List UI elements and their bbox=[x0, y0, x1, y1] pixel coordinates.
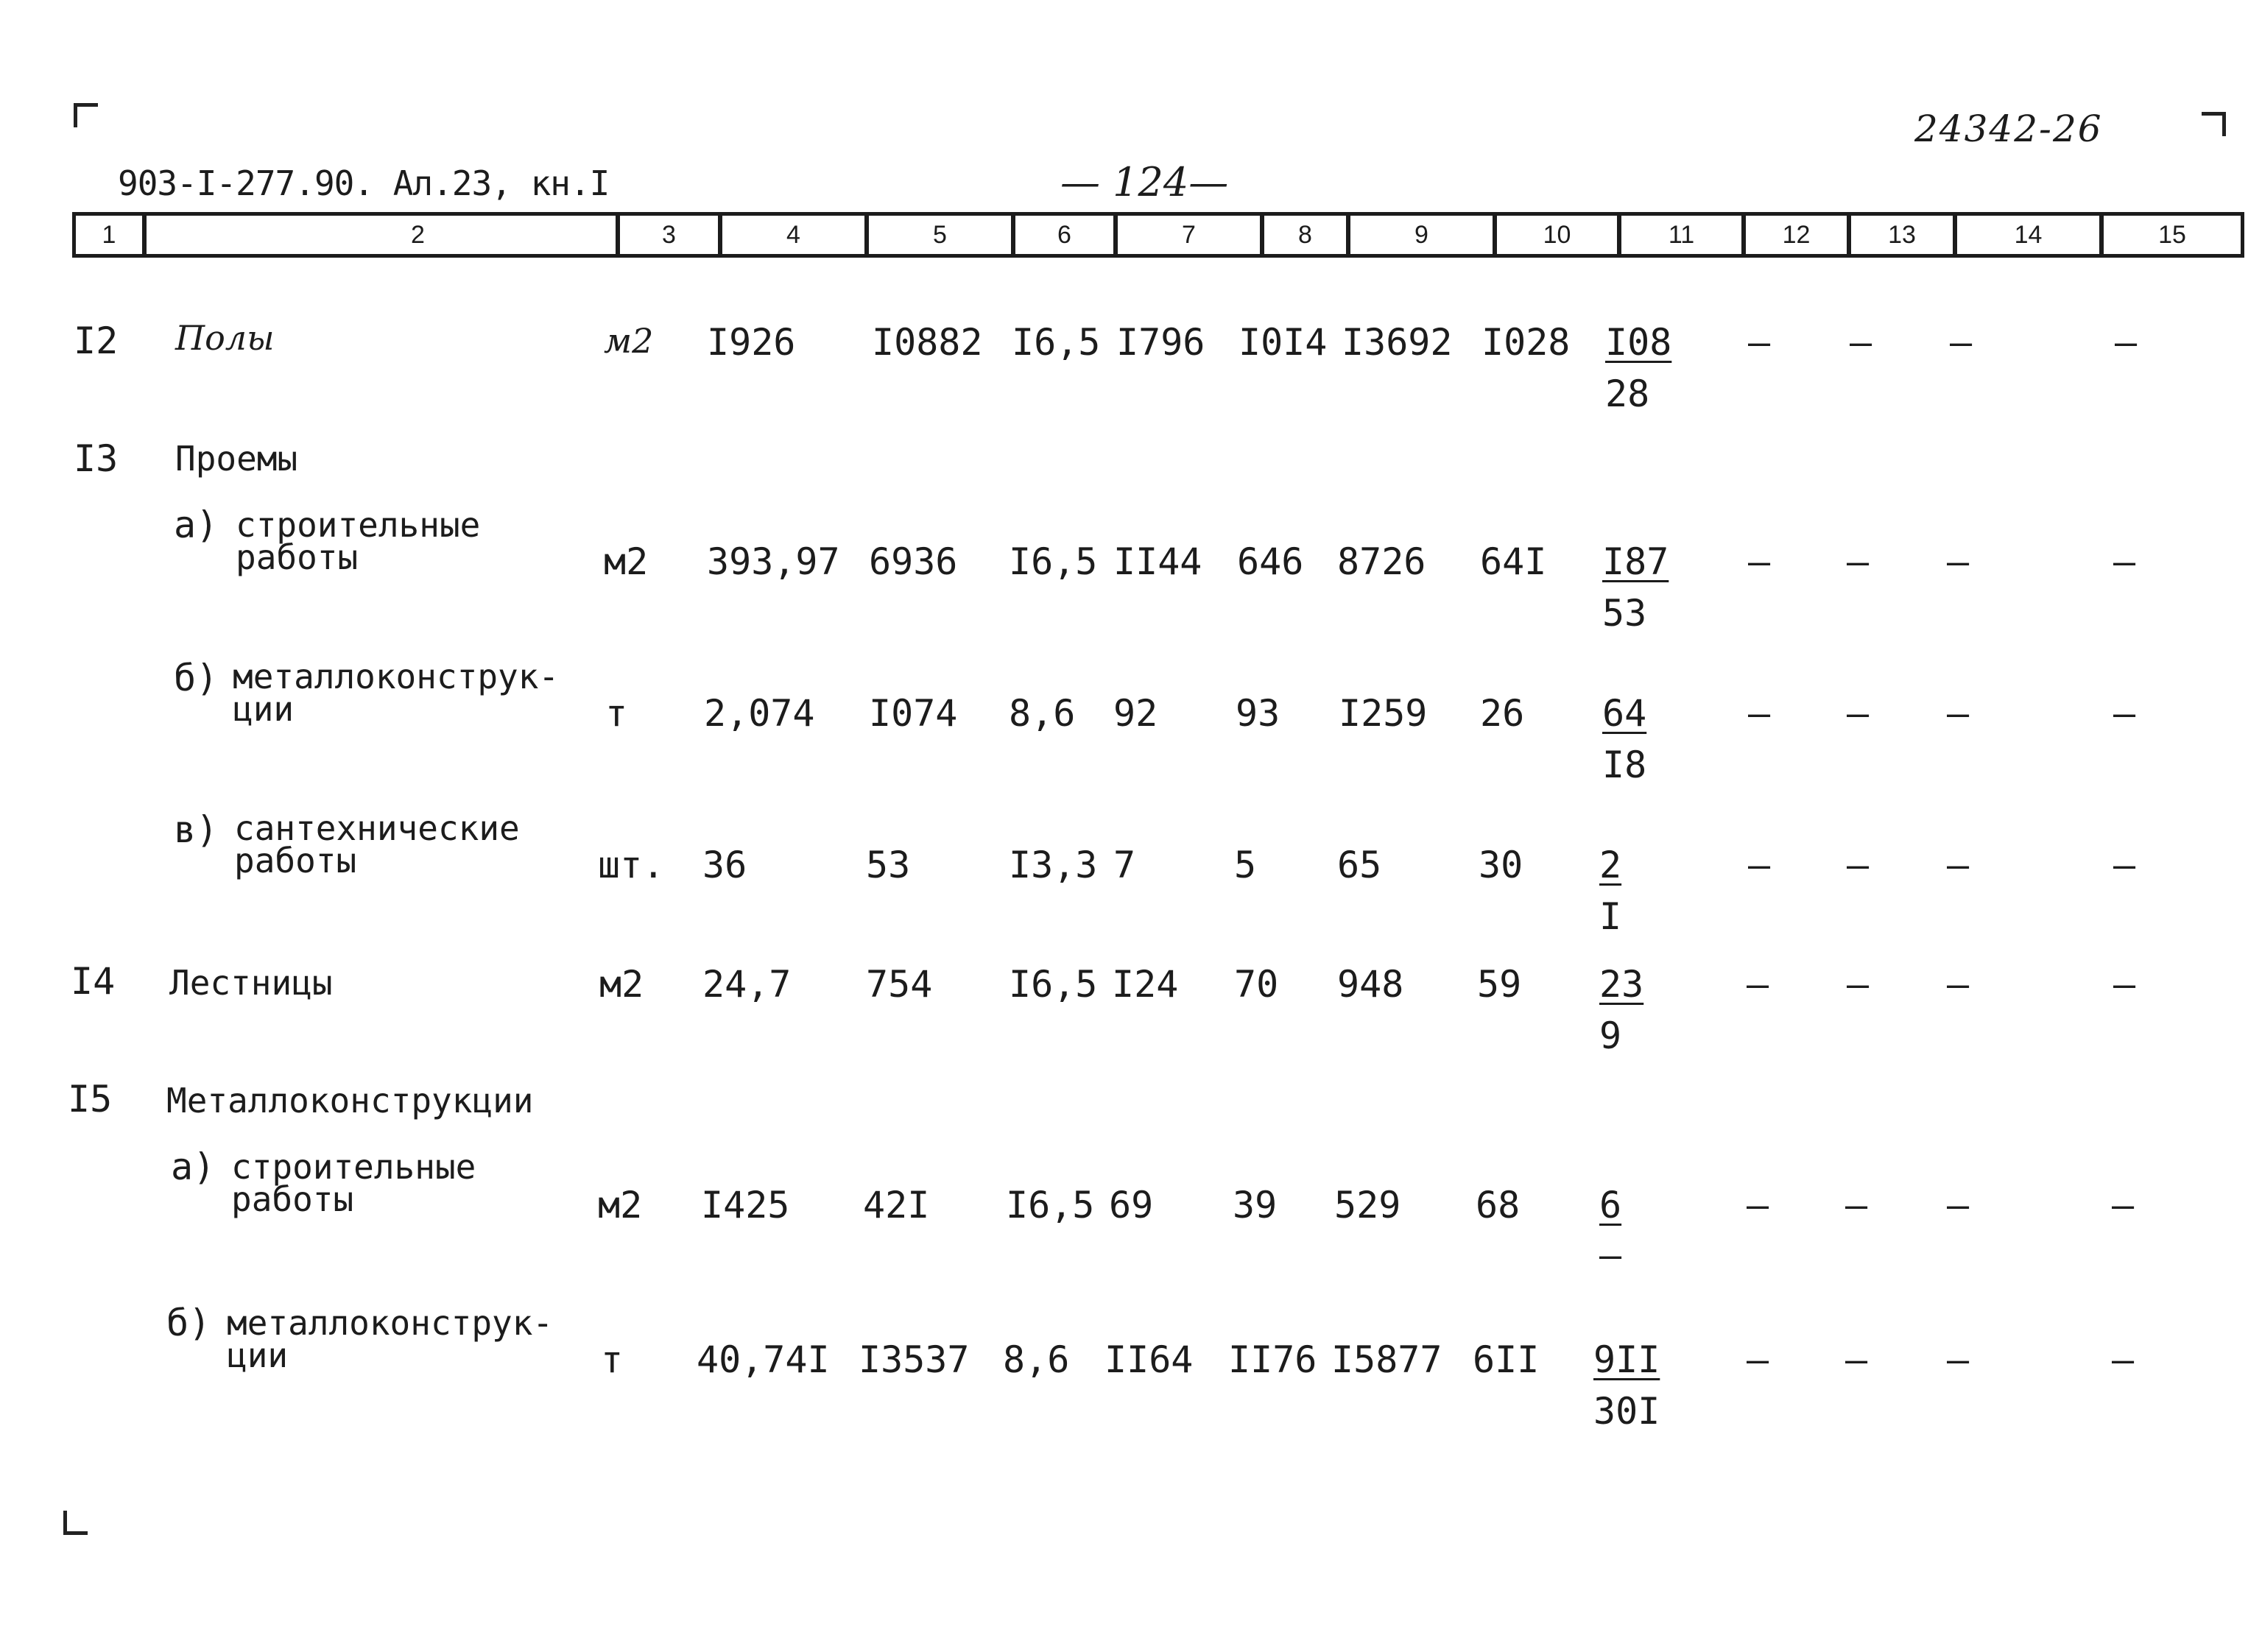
col-6-value: I3,3 bbox=[1009, 844, 1098, 886]
col-12-value: – bbox=[1747, 1184, 1769, 1226]
col-14-value: – bbox=[1947, 1184, 1970, 1226]
col-13-value: – bbox=[1847, 963, 1870, 1006]
col-10-value: 30 bbox=[1479, 844, 1523, 886]
row-prefix: в) bbox=[174, 808, 219, 851]
col-13-value: – bbox=[1850, 321, 1872, 364]
col-7-value: I796 bbox=[1116, 321, 1205, 364]
column-number: 7 bbox=[1182, 220, 1196, 249]
col-8-value: I0I4 bbox=[1239, 321, 1328, 364]
unit: м2 bbox=[604, 540, 649, 583]
column-number: 9 bbox=[1414, 220, 1428, 249]
col-11-numerator: 64 bbox=[1602, 692, 1647, 735]
col-14-value: – bbox=[1947, 692, 1970, 735]
col-15-value: – bbox=[2113, 844, 2136, 886]
row-name-line-1: сантехнические bbox=[234, 808, 520, 848]
col-12-value: – bbox=[1748, 540, 1771, 583]
col-12-value: – bbox=[1747, 963, 1769, 1006]
col-13-value: – bbox=[1847, 540, 1870, 583]
col-11-numerator: 6 bbox=[1599, 1184, 1622, 1226]
col-10-value: 64I bbox=[1480, 540, 1547, 583]
col-9-value: 65 bbox=[1337, 844, 1382, 886]
col-14-value: – bbox=[1947, 844, 1970, 886]
col-5-value: 53 bbox=[866, 844, 911, 886]
row-prefix: а) bbox=[171, 1146, 216, 1188]
row-name: Проемы bbox=[175, 439, 298, 479]
column-number: 15 bbox=[2158, 220, 2186, 249]
row-name-line-2: работы bbox=[234, 841, 357, 880]
col-11-denominator: 30I bbox=[1593, 1390, 1660, 1433]
col-7-value: 92 bbox=[1113, 692, 1158, 735]
corner-mark-top-left bbox=[74, 103, 98, 127]
unit: шт. bbox=[598, 844, 665, 886]
unit: т bbox=[605, 692, 628, 735]
col-11-denominator: – bbox=[1599, 1234, 1622, 1277]
col-11-denominator: 28 bbox=[1605, 373, 1650, 415]
col-11-denominator: 9 bbox=[1599, 1014, 1622, 1057]
col-7-value: 7 bbox=[1113, 844, 1136, 886]
row-prefix: б) bbox=[166, 1302, 211, 1344]
column-number-bar bbox=[72, 212, 2244, 258]
col-14-value: – bbox=[1947, 540, 1970, 583]
col-6-value: I6,5 bbox=[1006, 1184, 1095, 1226]
column-number: 6 bbox=[1057, 220, 1071, 249]
col-12-value: – bbox=[1748, 844, 1771, 886]
col-4-value: I926 bbox=[707, 321, 796, 364]
col-8-value: 70 bbox=[1234, 963, 1279, 1006]
column-number: 3 bbox=[662, 220, 676, 249]
col-13-value: – bbox=[1847, 692, 1870, 735]
col-7-value: 69 bbox=[1109, 1184, 1154, 1226]
row-name: Металлоконструкции bbox=[166, 1081, 534, 1120]
col-8-value: 93 bbox=[1236, 692, 1280, 735]
col-5-value: 42I bbox=[863, 1184, 930, 1226]
row-number: I3 bbox=[74, 437, 119, 480]
corner-mark-top-right bbox=[2202, 112, 2226, 136]
col-14-value: – bbox=[1947, 1338, 1970, 1381]
page-number: — 124— bbox=[1060, 159, 1229, 205]
col-4-value: 2,074 bbox=[704, 692, 815, 735]
col-9-value: 948 bbox=[1337, 963, 1404, 1006]
col-14-value: – bbox=[1950, 321, 1973, 364]
col-10-value: I028 bbox=[1481, 321, 1571, 364]
col-8-value: 5 bbox=[1234, 844, 1257, 886]
col-4-value: 24,7 bbox=[702, 963, 792, 1006]
col-12-value: – bbox=[1748, 321, 1771, 364]
row-name: Лестницы bbox=[169, 963, 333, 1003]
col-11-numerator: 2 bbox=[1599, 844, 1622, 886]
col-10-value: 26 bbox=[1480, 692, 1525, 735]
col-7-value: II44 bbox=[1113, 540, 1202, 583]
row-prefix: б) bbox=[174, 657, 219, 699]
col-11-numerator: I87 bbox=[1602, 540, 1669, 583]
col-9-value: I259 bbox=[1339, 692, 1428, 735]
unit: т bbox=[601, 1338, 624, 1381]
col-13-value: – bbox=[1847, 844, 1870, 886]
col-9-value: I3692 bbox=[1342, 321, 1453, 364]
col-15-value: – bbox=[2112, 1338, 2135, 1381]
col-11-denominator: I bbox=[1599, 895, 1622, 938]
col-4-value: I425 bbox=[701, 1184, 790, 1226]
row-name-line-2: ции bbox=[227, 1335, 289, 1375]
col-8-value: 39 bbox=[1233, 1184, 1278, 1226]
col-10-value: 6II bbox=[1473, 1338, 1540, 1381]
row-name-line-1: строительные bbox=[236, 505, 481, 545]
row-name: Полы bbox=[175, 318, 275, 358]
column-number: 12 bbox=[1782, 220, 1811, 249]
col-11-numerator: I08 bbox=[1605, 321, 1672, 364]
row-number: I5 bbox=[68, 1078, 113, 1120]
col-11-denominator: I8 bbox=[1602, 744, 1647, 786]
col-11-numerator: 9II bbox=[1593, 1338, 1660, 1381]
col-10-value: 59 bbox=[1477, 963, 1522, 1006]
row-name-line-2: работы bbox=[236, 537, 359, 577]
unit: м2 bbox=[598, 1184, 643, 1226]
row-name-line-2: ции bbox=[233, 689, 295, 729]
column-number: 1 bbox=[102, 220, 116, 249]
corner-mark-bottom-left bbox=[63, 1511, 88, 1535]
archive-code: 24342-26 bbox=[1914, 107, 2103, 150]
document-reference: 903-I-277.90. Ал.23, кн.I bbox=[118, 163, 610, 203]
column-number: 11 bbox=[1668, 220, 1695, 249]
col-7-value: I24 bbox=[1112, 963, 1179, 1006]
col-5-value: 6936 bbox=[869, 540, 958, 583]
row-name-line-1: металлоконструк- bbox=[227, 1303, 554, 1343]
unit: м2 bbox=[604, 321, 654, 361]
col-7-value: II64 bbox=[1104, 1338, 1194, 1381]
col-6-value: 8,6 bbox=[1009, 692, 1076, 735]
column-number: 8 bbox=[1298, 220, 1312, 249]
col-9-value: I5877 bbox=[1331, 1338, 1442, 1381]
col-13-value: – bbox=[1845, 1338, 1868, 1381]
col-6-value: I6,5 bbox=[1009, 963, 1098, 1006]
col-5-value: I3537 bbox=[859, 1338, 970, 1381]
col-4-value: 40,74I bbox=[697, 1338, 830, 1381]
col-6-value: I6,5 bbox=[1009, 540, 1098, 583]
col-11-denominator: 53 bbox=[1602, 592, 1647, 635]
row-number: I2 bbox=[74, 320, 119, 362]
col-9-value: 8726 bbox=[1337, 540, 1426, 583]
col-12-value: – bbox=[1747, 1338, 1769, 1381]
col-15-value: – bbox=[2112, 1184, 2135, 1226]
row-name-line-1: металлоконструк- bbox=[233, 657, 560, 696]
col-9-value: 529 bbox=[1334, 1184, 1401, 1226]
col-6-value: 8,6 bbox=[1003, 1338, 1070, 1381]
col-5-value: I074 bbox=[869, 692, 958, 735]
col-11-numerator: 23 bbox=[1599, 963, 1644, 1006]
row-number: I4 bbox=[71, 960, 116, 1003]
col-12-value: – bbox=[1748, 692, 1771, 735]
col-5-value: I0882 bbox=[872, 321, 983, 364]
col-8-value: 646 bbox=[1237, 540, 1304, 583]
unit: м2 bbox=[599, 963, 644, 1006]
col-4-value: 393,97 bbox=[707, 540, 840, 583]
col-4-value: 36 bbox=[702, 844, 747, 886]
col-5-value: 754 bbox=[866, 963, 933, 1006]
column-number: 10 bbox=[1543, 220, 1571, 249]
column-number: 4 bbox=[786, 220, 800, 249]
column-number: 2 bbox=[411, 220, 425, 249]
row-name-line-1: строительные bbox=[231, 1147, 476, 1187]
col-8-value: II76 bbox=[1228, 1338, 1317, 1381]
col-14-value: – bbox=[1947, 963, 1970, 1006]
column-number: 5 bbox=[933, 220, 947, 249]
row-prefix: а) bbox=[174, 504, 219, 546]
column-number: 14 bbox=[2014, 220, 2043, 249]
col-15-value: – bbox=[2115, 321, 2138, 364]
row-name-line-2: работы bbox=[231, 1179, 354, 1219]
col-15-value: – bbox=[2113, 963, 2136, 1006]
col-13-value: – bbox=[1845, 1184, 1868, 1226]
column-number: 13 bbox=[1888, 220, 1916, 249]
col-10-value: 68 bbox=[1476, 1184, 1521, 1226]
col-15-value: – bbox=[2113, 540, 2136, 583]
col-15-value: – bbox=[2113, 692, 2136, 735]
col-6-value: I6,5 bbox=[1012, 321, 1101, 364]
